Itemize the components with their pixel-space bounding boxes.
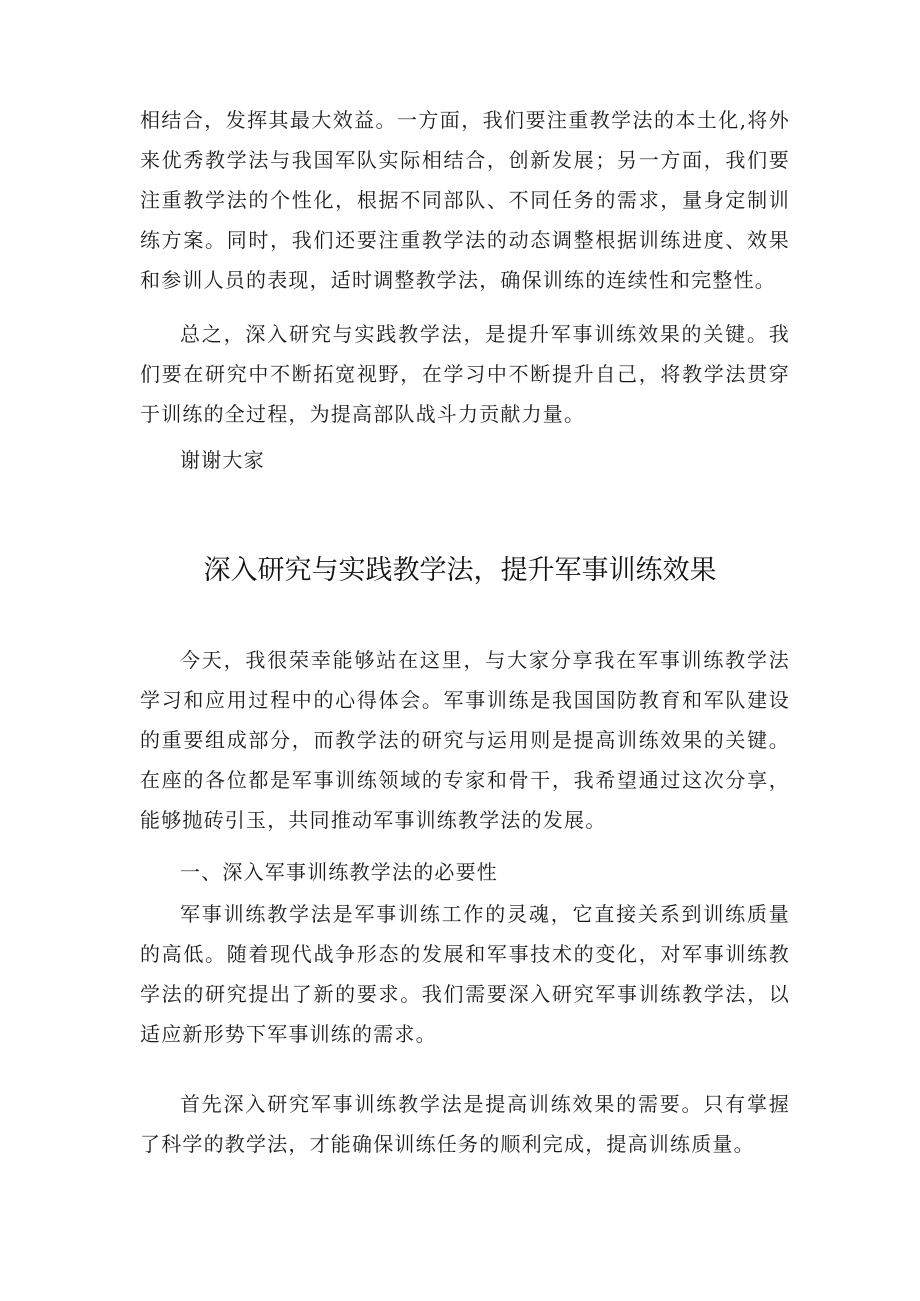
page-title: 深入研究与实践教学法，提升军事训练效果 xyxy=(203,555,717,586)
paragraph-necessity: 军事训练教学法是军事训练工作的灵魂，它直接关系到训练质量的高低。随着现代战争形态的发展和军事技术的变化，对军事训练教学法的研究提出了新的要求。我们需要深入研究军事训练教学法，以适应新形势下军事训练的需求。 xyxy=(140,902,790,1046)
paragraph-conclusion: 总之，深入研究与实践教学法，是提升军事训练效果的关键。我们要在研究中不断拓宽视野，在学习中不断提升自己，将教学法贯穿于训练的全过程，为提高部队战斗力贡献力量。 xyxy=(140,322,790,426)
paragraph-first-point: 首先深入研究军事训练教学法是提高训练效果的需要。只有掌握了科学的教学法，才能确保训练任务的顺利完成，提高训练质量。 xyxy=(140,1092,790,1156)
paragraph-thanks: 谢谢大家 xyxy=(180,448,265,472)
paragraph-continuation: 相结合，发挥其最大效益。一方面，我们要注重教学法的本土化,将外来优秀教学法与我国军队实际相结合，创新发展；另一方面，我们要注重教学法的个性化，根据不同部队、不同任务的需求，量身定制训练方案。同时，我们还要注重教学法的动态调整根据训练进度、效果和参训人员的表现，适时调整教学法，确保训练的连续性和完整性。 xyxy=(140,108,790,292)
section-heading: 一、深入军事训练教学法的必要性 xyxy=(180,860,498,884)
paragraph-intro: 今天，我很荣幸能够站在这里，与大家分享我在军事训练教学法学习和应用过程中的心得体会。军事训练是我国国防教育和军队建设的重要组成部分，而教学法的研究与运用则是提高训练效果的关键。在座的各位都是军事训练领域的专家和骨干，我希望通过这次分享，能够抛砖引玉，共同推动军事训练教学法的发展。 xyxy=(140,648,790,832)
